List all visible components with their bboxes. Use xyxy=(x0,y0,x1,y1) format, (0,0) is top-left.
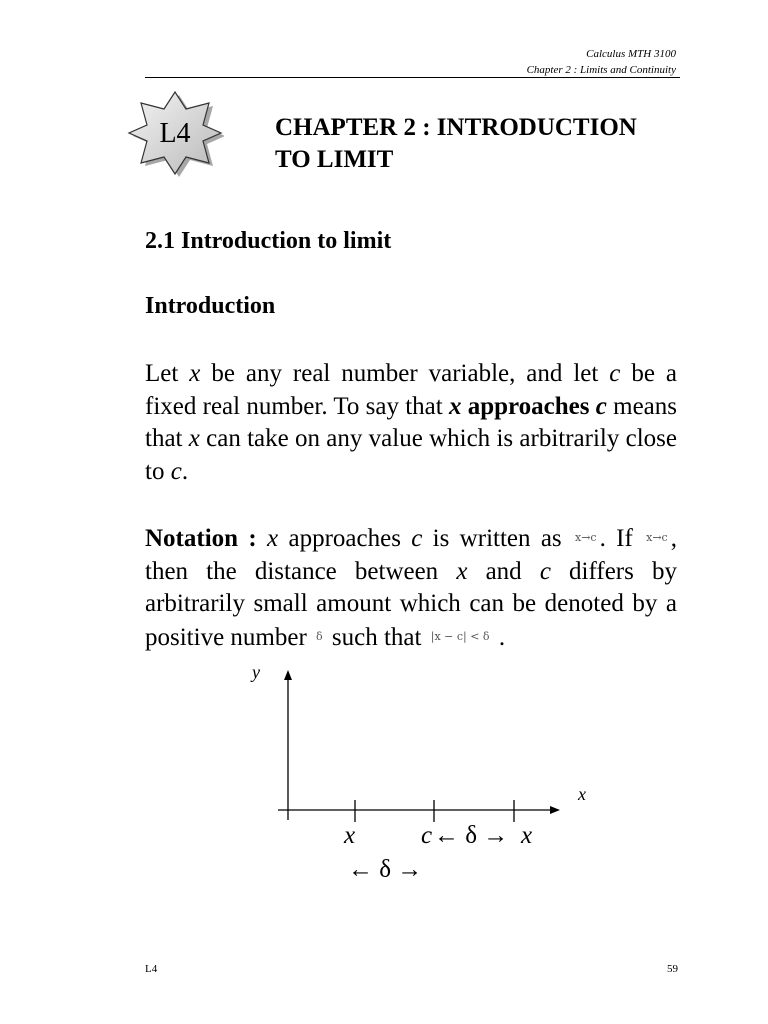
tick-label-x2: x xyxy=(521,822,533,849)
chapter-title-line2: TO LIMIT xyxy=(275,146,394,173)
star-badge-icon xyxy=(126,90,224,178)
chapter-title xyxy=(275,112,695,176)
math-x-approaches-c: x→c xyxy=(574,531,597,544)
math-x-approaches-c-2: x→c xyxy=(646,531,668,544)
tick-label-c: c xyxy=(421,822,433,849)
definition-paragraph: Let x be any real number variable, and let c be a fixed real number. To say that x approaches c means that x can take on any value which is arbitrarily close to c. xyxy=(145,360,677,485)
y-axis-label: y xyxy=(252,662,260,682)
chapter-title-line1: CHAPTER 2 : INTRODUCTION xyxy=(275,114,637,141)
notation-paragraph: Notation : x approaches c is written as $^{x\to c}$ . If $^{x\to c}$ , then the distance between x and c differs by arbitrarily small amount which can be denoted by a positive number $^\delta$ such that $^{|x - c| < \delta}$ . xyxy=(145,525,677,651)
math-abs-inequality: |x − c| < δ xyxy=(430,629,490,643)
delta-interval-right: ← δ → xyxy=(434,822,509,849)
x-axis-arrow-icon xyxy=(550,806,560,814)
y-axis-arrow-icon xyxy=(284,670,292,680)
badge-label: L4 xyxy=(159,118,191,149)
math-delta: δ xyxy=(316,629,323,643)
tick-label-x: x xyxy=(344,822,356,849)
lesson-badge xyxy=(126,90,224,178)
delta-interval-left: ← δ → xyxy=(348,856,423,883)
section-title: 2.1 Introduction to limit xyxy=(145,228,392,254)
running-head-course: Calculus MTH 3100 xyxy=(586,48,676,60)
header-rule xyxy=(145,77,680,78)
page-number: 59 xyxy=(667,963,678,975)
subsection-title: Introduction xyxy=(145,293,276,319)
x-axis-label: x xyxy=(578,784,586,804)
running-head-chapter: Chapter 2 : Limits and Continuity xyxy=(526,64,676,76)
footer-lesson: L4 xyxy=(145,963,158,975)
number-line-diagram xyxy=(240,660,600,900)
notation-label: Notation : xyxy=(145,525,257,552)
